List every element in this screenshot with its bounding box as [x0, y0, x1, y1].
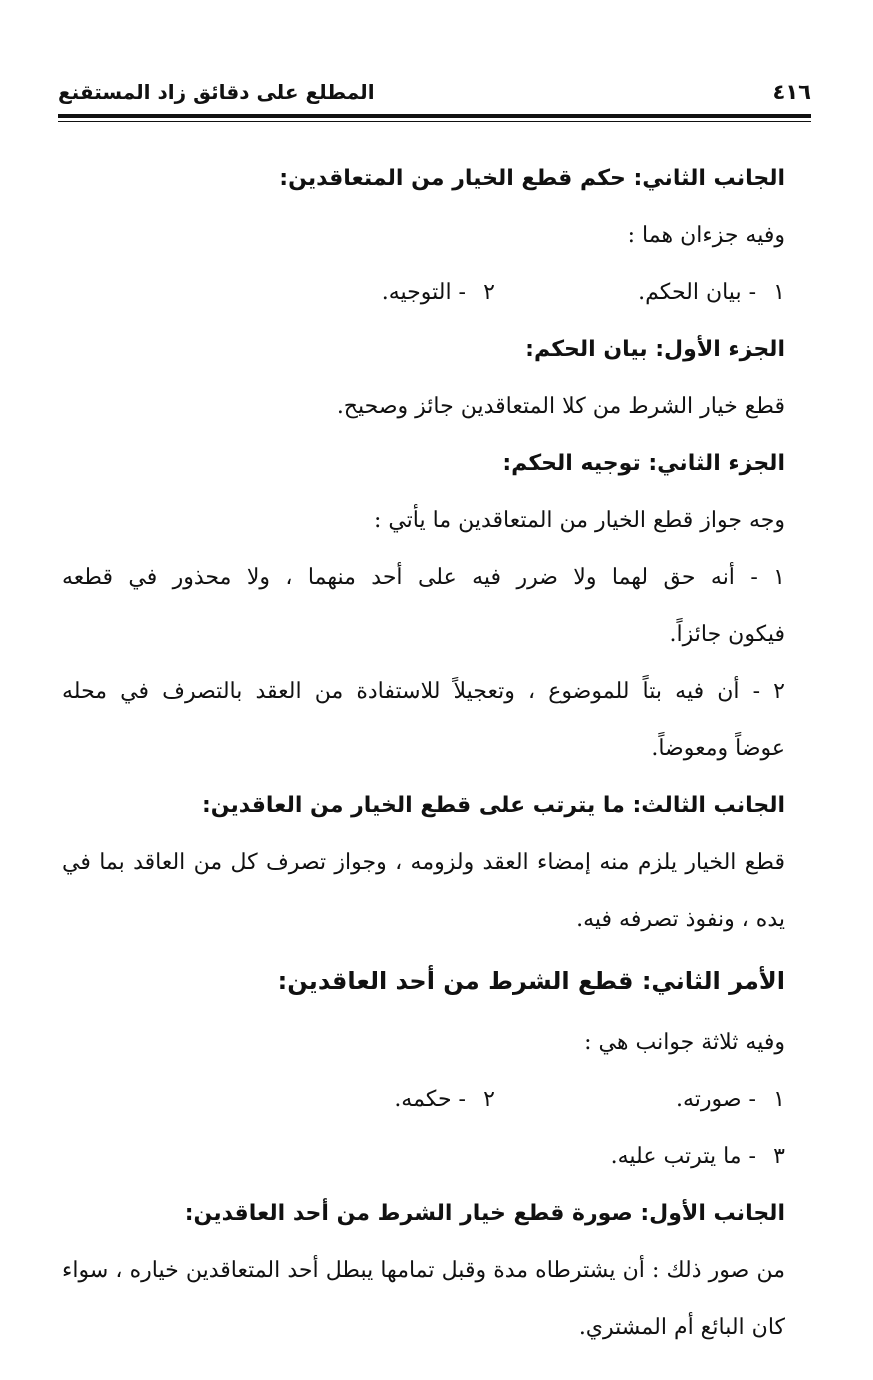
paragraph: وفيه ثلاثة جوانب هي : — [584, 1030, 785, 1055]
list-item-line: فيكون جائزاً. — [669, 622, 785, 647]
page-body — [62, 150, 785, 1356]
section-heading: الجانب الثالث: ما يترتب على قطع الخيار من العاقدين: — [201, 793, 785, 818]
subsection-heading: الجزء الثاني: توجيه الحكم: — [502, 451, 785, 476]
header-rule-thick — [58, 114, 811, 118]
paragraph-line: قطع الخيار يلزم منه إمضاء العقد ولزومه ، وجواز تصرف كل من العاقد بما في — [62, 850, 785, 875]
list-item-line: عوضاً ومعوضاً. — [651, 736, 785, 761]
paragraph-line: كان البائع أم المشتري. — [578, 1315, 785, 1340]
list-item: ٣ - ما يترتب عليه. — [610, 1144, 785, 1169]
major-heading: الأمر الثاني: قطع الشرط من أحد العاقدين: — [277, 967, 785, 995]
book-title: المطلع على دقائق زاد المستقنع — [58, 80, 375, 104]
numbered-list — [62, 1071, 785, 1128]
paragraph: قطع خيار الشرط من كلا المتعاقدين جائز وصحيح. — [336, 394, 785, 419]
paragraph-line: يده ، ونفوذ تصرفه فيه. — [576, 907, 785, 932]
page-number: ٤١٦ — [772, 80, 811, 104]
list-item-line: ١ - أنه حق لهما ولا ضرر فيه على أحد منهما ، ولا محذور في قطعه — [62, 565, 785, 590]
section-heading: الجانب الثاني: حكم قطع الخيار من المتعاقدين: — [279, 166, 785, 191]
numbered-list — [62, 264, 785, 321]
subsection-heading: الجزء الأول: بيان الحكم: — [525, 337, 785, 362]
page-header — [58, 72, 811, 112]
list-item-line: ٢ - أن فيه بتاً للموضوع ، وتعجيلاً للاستفادة من العقد بالتصرف في محله — [62, 679, 785, 704]
list-item: ٢ - التوجيه. — [381, 280, 495, 305]
list-item: ١ - صورته. — [675, 1087, 785, 1112]
paragraph: وجه جواز قطع الخيار من المتعاقدين ما يأتي : — [373, 508, 785, 533]
list-item: ١ - بيان الحكم. — [638, 280, 785, 305]
section-heading: الجانب الأول: صورة قطع خيار الشرط من أحد العاقدين: — [184, 1201, 785, 1226]
paragraph-line: من صور ذلك : أن يشترطاه مدة وقبل تمامها يبطل أحد المتعاقدين خياره ، سواء — [62, 1258, 785, 1283]
paragraph: وفيه جزءان هما : — [627, 223, 785, 248]
header-rule-thin — [58, 121, 811, 122]
list-item: ٢ - حكمه. — [394, 1087, 495, 1112]
